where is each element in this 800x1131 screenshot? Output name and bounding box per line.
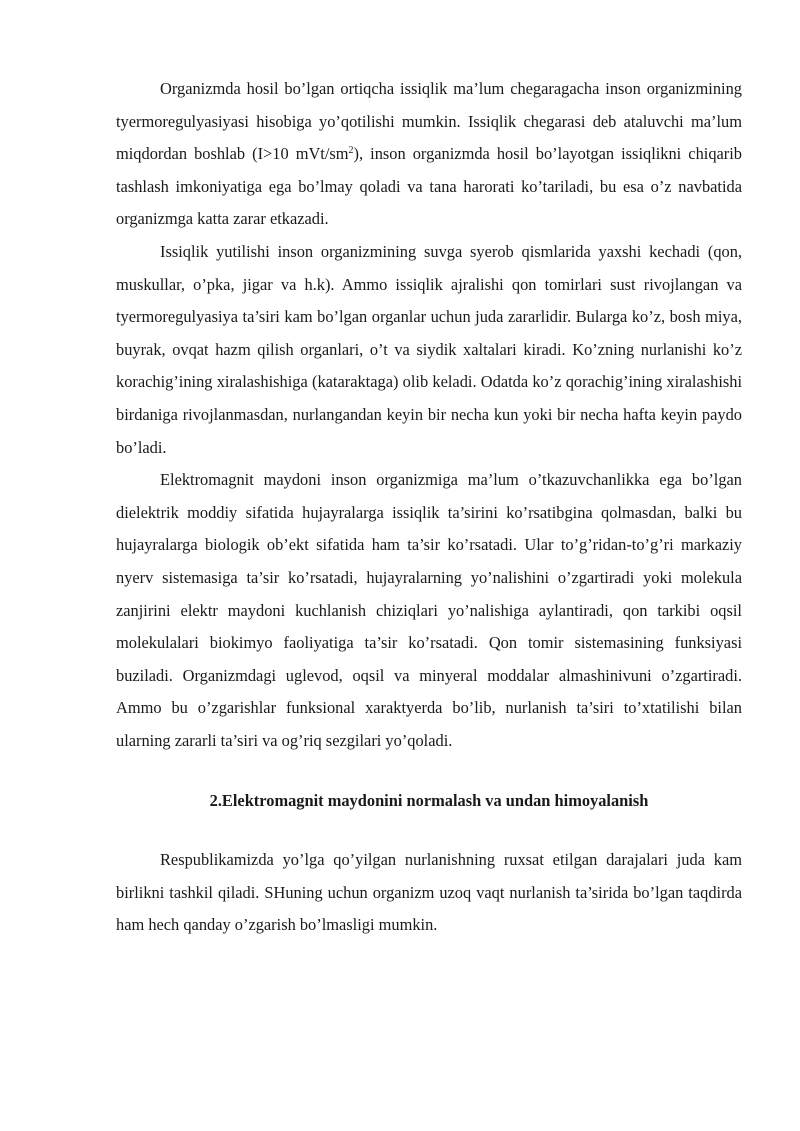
paragraph-text: ), inson organizmda hosil bo’layotgan issiqlikni chiqarib tashlash imkoniyatiga ega bo’lmay qoladi va tana harorati ko’tariladi, bu esa o’z navbatida organizmga katta zarar etkazadi. <box>116 144 742 229</box>
section-heading: 2.Elektromagnit maydonini normalash va undan himoyalanish <box>209 791 649 811</box>
superscript: 2 <box>348 145 354 157</box>
paragraph-electromagnetic-effects: Elektromagnit maydoni inson organizmiga ma’lum o’tkazuvchanlikka ega bo’lgan dielektrik moddiy sifatida hujayralarga issiqlik ta’sirini ko’rsatibgina qolmasdan, balki bu hujayralarga biologik ob’ekt sifatida ham ta’sir ko’rsatadi. Ular to’g’ridan-to’g’ri markaziy nyerv sistemasiga ta’sir ko’rsatadi, hujayralarning yo’nalishini o’zgartiradi yoki molekula zanjirini elektr maydoni kuchlanish chiziqlari yo’nalishiga aylantiradi, qon tarkibi oqsil molekulalari biokimyo faoliyatiga ta’sir ko’rsatadi. Qon tomir sistemasining funksiyasi buziladi. Organizmdagi uglevod, oqsil va minyeral moddalar almashinivuni o’zgartiradi. Ammo bu o’zgarishlar funksional xaraktyerda bo’lib, nurlanish ta’siri to’xtatilishi bilan ularning zararli ta’siri va og’riq sezgilari yo’qoladi. <box>116 470 742 750</box>
paragraph-heat-absorption: Issiqlik yutilishi inson organizmining suvga syerob qismlarida yaxshi kechadi (qon, muskullar, o’pka, jigar va h.k). Ammo issiqlik ajralishi qon tomirlari sust rivojlangan va tyermoregulyasiya ta’siri kam bo’lgan organlar uchun juda zararlidir. Bularga ko’z, bosh miya, buyrak, ovqat hazm qilish organlari, o’t va siydik xaltalari kiradi. Ko’zning nurlanishi ko’z korachig’ining xiralashishiga (kataraktaga) olib keladi. Odatda ko’z qorachig’ining xiralashishi birdaniga rivojlanmasdan, nurlangandan keyin bir necha kun yoki bir necha hafta keyin paydo bo’ladi. <box>116 241 742 457</box>
document-page <box>116 73 742 942</box>
paragraph-republic-norms: Respublikamizda yo’lga qo’yilgan nurlanishning ruxsat etilgan darajalari juda kam birlikni tashkil qiladi. SHuning uchun organizm uzoq vaqt nurlanish ta’sirida bo’lgan taqdirda ham hech qanday o’zgarish bo’lmasligi mumkin. <box>116 850 742 935</box>
paragraph-heat-threshold <box>116 73 742 236</box>
paragraph-text: Organizmda hosil bo’lgan ortiqcha issiqlik ma’lum chegaragacha inson organizmining tyermoregulyasiyasi hisobiga yo’qotilishi mumkin. Issiqlik chegarasi deb ataluvchi ma’lum miqdordan boshlab (I>10 mVt/sm <box>116 79 742 164</box>
